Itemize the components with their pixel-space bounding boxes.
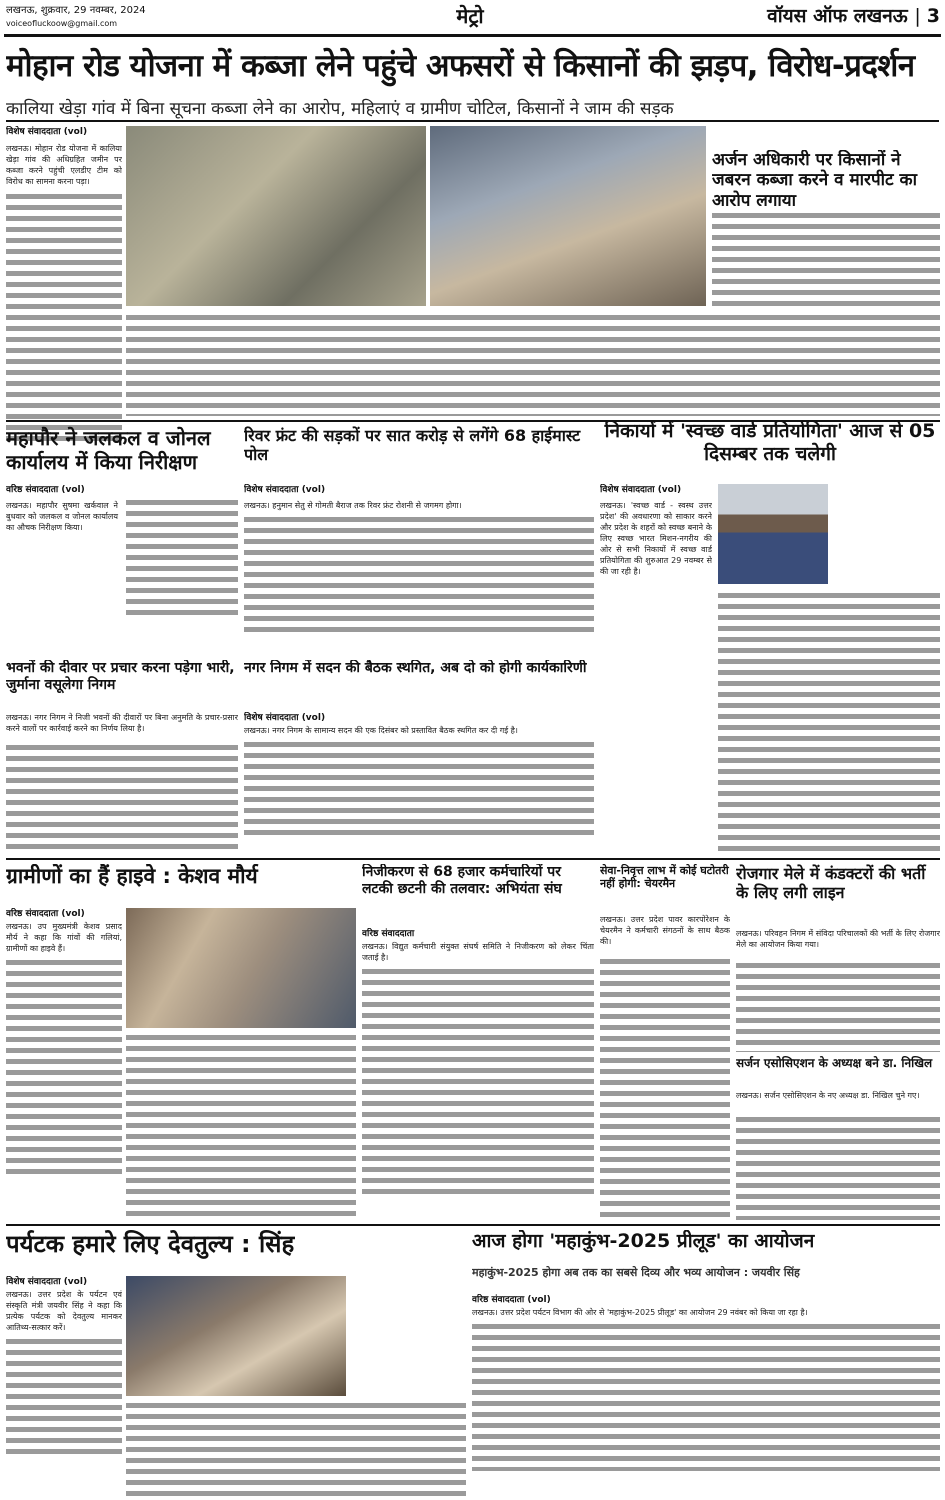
lead-side-text — [712, 210, 940, 306]
council-body — [244, 712, 594, 854]
maurya-byline: वरिष्ठ संवाददाता (vol) — [6, 909, 85, 919]
mayor-text — [126, 497, 238, 617]
kumbh-text — [472, 1321, 940, 1471]
lead-side-headline: अर्जन अधिकारी पर किसानों ने जबरन कब्जा करने व मारपीट का आरोप लगाया — [712, 150, 917, 206]
swachh-text — [718, 590, 940, 854]
kumbh-headline: आज होगा 'महाकुंभ-2025 प्रीलूड' का आयोजन — [472, 1230, 815, 1252]
pension-lede: लखनऊ। उत्तर प्रदेश पावर कारपोरेशन के चेयरमैन ने कर्मचारी संगठनों के साथ बैठक की। — [600, 915, 730, 946]
tourism-byline: विशेष संवाददाता (vol) — [6, 1277, 88, 1287]
lead-headline: मोहान रोड योजना में कब्जा लेने पहुंचे अफसरों से किसानों की झड़प, विरोध-प्रदर्शन — [6, 48, 915, 84]
tourism-text-columns — [126, 1400, 466, 1496]
mayor-body — [6, 484, 238, 654]
section-divider — [6, 1224, 940, 1226]
kumbh-subhead: महाकुंभ-2025 होगा अब तक का सबसे दिव्य और भव्य आयोजन : जयवीर सिंह — [472, 1266, 800, 1279]
page-number: 3 — [926, 5, 940, 27]
surgeon-text — [736, 1114, 940, 1220]
lead-text-column — [6, 126, 122, 456]
walls-headline: भवनों की दीवार पर प्रचार करना पड़ेगा भारी, जुर्माना वसूलेगा निगम — [6, 660, 235, 693]
lead-body-text — [6, 191, 122, 441]
dateline: लखनऊ, शुक्रवार, 29 नवम्बर, 2024 — [6, 5, 146, 16]
mayor-lede: लखनऊ। महापौर सुषमा खर्कवाल ने बुधवार को जलकल व जोनल कार्यालय का औचक निरीक्षण किया। — [6, 501, 118, 532]
jobs-lede: लखनऊ। परिवहन निगम में संविदा परिचालकों की भर्ती के लिए रोजगार मेले का आयोजन किया गया। — [736, 929, 940, 949]
riverfront-byline: विशेष संवाददाता (vol) — [244, 485, 326, 495]
jobs-headline: रोजगार मेले में कंडक्टरों की भर्ती के लिए लगी लाइन — [736, 864, 926, 903]
pension-headline: सेवा-निवृत्त लाभ में कोई घटोतरी नहीं होगी: चेयरमैन — [600, 864, 729, 891]
privatization-byline: वरिष्ठ संवाददाता — [362, 929, 415, 939]
official-portrait — [718, 484, 828, 584]
lead-photo-police — [126, 126, 426, 306]
walls-lede: लखनऊ। नगर निगम ने निजी भवनों की दीवारों पर बिना अनुमति के प्रचार-प्रसार करने वालों पर कार्रवाई करने का निर्णय लिया है। — [6, 713, 238, 733]
lead-subhead: कालिया खेड़ा गांव में बिना सूचना कब्जा लेने का आरोप, महिलाएं व ग्रामीण चोटिल, किसानों ने जाम की सड़क — [6, 96, 939, 122]
tourism-body — [6, 1276, 122, 1496]
tourism-photo — [126, 1276, 346, 1396]
lead-photo-bulldozer — [430, 126, 706, 306]
walls-text — [6, 742, 238, 854]
kumbh-byline: वरिष्ठ संवाददाता (vol) — [472, 1295, 551, 1305]
lead-byline: विशेष संवाददाता (vol) — [6, 127, 88, 137]
riverfront-headline: रिवर फ्रंट की सड़कों पर सात करोड़ से लगेंगे 68 हाईमास्ट पोल — [244, 426, 581, 465]
mayor-byline: वरिष्ठ संवाददाता (vol) — [6, 485, 85, 495]
swachh-lede: लखनऊ। 'स्वच्छ वार्ड - स्वस्थ उत्तर प्रदेश' की अवधारणा को साकार करने और प्रदेश के शहरों को स्वच्छ बनाने के लिए स्वच्छ भारत मिशन-नगरीय की ओर से सभी निकायों में स्वच्छ वार्ड प्रतियोगिता की शुरुआत 29 नवम्बर से की जा रही है। — [600, 501, 712, 576]
privatization-lede: लखनऊ। विद्युत कर्मचारी संयुक्त संघर्ष समिति ने निजीकरण को लेकर चिंता जताई है। — [362, 942, 594, 962]
masthead-brand: वॉयस ऑफ लखनऊ | 3 — [767, 5, 940, 27]
mayor-headline: महापौर ने जलकल व जोनल कार्यालय में किया निरीक्षण — [6, 426, 211, 474]
council-byline: विशेष संवाददाता (vol) — [244, 713, 326, 723]
council-text — [244, 739, 594, 835]
surgeon-lede: लखनऊ। सर्जन एसोसिएशन के नए अध्यक्ष डा. निखिल चुने गए। — [736, 1091, 920, 1100]
surgeon-headline: सर्जन एसोसिएशन के अध्यक्ष बने डा. निखिल — [736, 1056, 933, 1070]
riverfront-text — [244, 514, 594, 634]
pension-text — [600, 956, 730, 1220]
maurya-text-columns — [126, 1032, 356, 1220]
section-divider — [6, 858, 940, 860]
site-email: voiceofluckoow@gmail.com — [6, 19, 118, 28]
council-headline: नगर निगम में सदन की बैठक स्थगित, अब दो को होगी कार्यकारिणी — [244, 660, 587, 676]
tourism-text — [6, 1336, 122, 1456]
paper-name: वॉयस ऑफ लखनऊ — [767, 5, 908, 27]
maurya-headline: ग्रामीणों का हैं हाइवे : केशव मौर्य — [6, 864, 258, 888]
jobs-text — [736, 960, 940, 1052]
lead-body-columns — [126, 312, 940, 416]
masthead-rule — [4, 34, 941, 37]
privatization-headline: निजीकरण से 68 हजार कर्मचारियों पर लटकी छटनी की तलवार: अभियंता संघ — [362, 864, 562, 897]
maurya-lede: लखनऊ। उप मुख्यमंत्री केशव प्रसाद मौर्य ने कहा कि गांवों की गलियां, ग्रामीणों का हाइवे हैं। — [6, 922, 122, 953]
section-name: मेट्रो — [456, 4, 484, 28]
privatization-body — [362, 928, 594, 1220]
swachh-byline: विशेष संवाददाता (vol) — [600, 485, 682, 495]
maurya-text — [6, 957, 122, 1177]
kumbh-body — [472, 1294, 940, 1496]
tourism-headline: पर्यटक हमारे लिए देवतुल्य : सिंह — [6, 1230, 295, 1258]
maurya-photo — [126, 908, 356, 1028]
tourism-lede: लखनऊ। उत्तर प्रदेश के पर्यटन एवं संस्कृति मंत्री जयवीर सिंह ने कहा कि प्रत्येक पर्यटक को देवतुल्य मानकर आतिथ्य-सत्कार करें। — [6, 1290, 122, 1332]
riverfront-lede: लखनऊ। हनुमान सेतु से गोमती बैराज तक रिवर फ्रंट रोशनी से जगमग होगा। — [244, 501, 462, 510]
council-lede: लखनऊ। नगर निगम के सामान्य सदन की एक दिसंबर को प्रस्तावित बैठक स्थगित कर दी गई है। — [244, 726, 518, 735]
lead-lede: लखनऊ। मोहान रोड योजना में कालिया खेड़ा गांव की अधिग्रहित जमीन पर कब्जा करने पहुंची एलडीए टीम को विरोध का सामना करना पड़ा। — [6, 144, 122, 186]
maurya-body — [6, 908, 122, 1220]
kumbh-lede: लखनऊ। उत्तर प्रदेश पर्यटन विभाग की ओर से 'महाकुंभ-2025 प्रीलूड' का आयोजन 29 नवंबर को किया जा रहा है। — [472, 1308, 808, 1317]
masthead-date — [6, 4, 226, 32]
swachh-headline: निकायों में 'स्वच्छ वार्ड प्रतियोगिता' आज से 05 दिसम्बर तक चलेगी — [604, 420, 936, 465]
privatization-text — [362, 966, 594, 1196]
riverfront-body — [244, 484, 594, 654]
